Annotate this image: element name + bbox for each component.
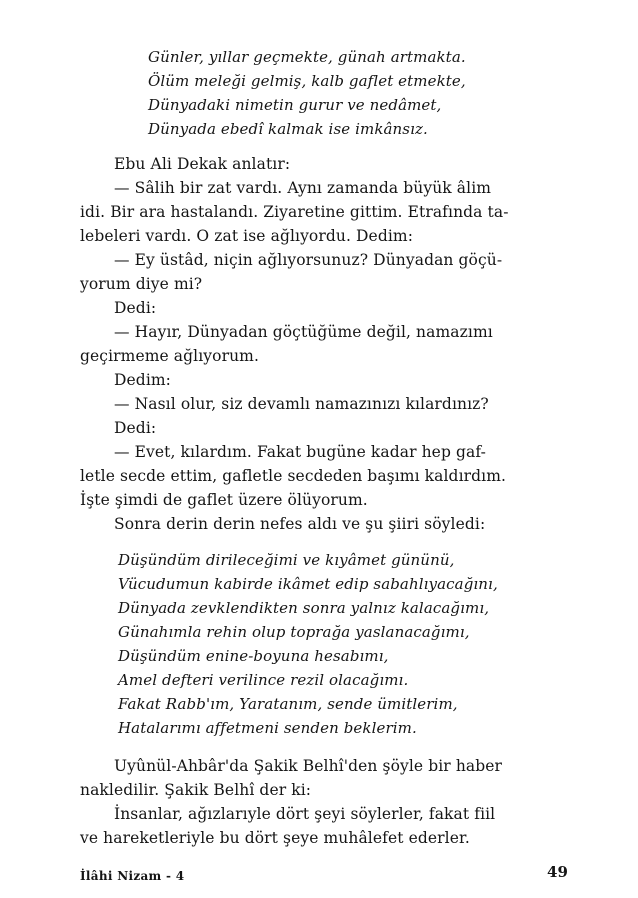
paragraph-line: İşte şimdi de gaflet üzere ölüyorum.	[80, 491, 368, 509]
poem2-line: Düşündüm dirileceğimi ve kıyâmet gününü,	[118, 551, 455, 569]
page-number: 49	[547, 863, 569, 881]
poem1-line: Ölüm meleği gelmiş, kalb gaflet etmekte,	[148, 72, 466, 90]
paragraph-line: yorum diye mi?	[80, 275, 203, 293]
paragraph-line: Ebu Ali Dekak anlatır:	[114, 155, 291, 173]
paragraph-line: geçirmeme ağlıyorum.	[80, 347, 259, 365]
poem2-line: Hatalarımı affetmeni senden beklerim.	[118, 719, 417, 737]
poem2-line: Vücudumun kabirde ikâmet edip sabahlıyacağını,	[118, 575, 498, 593]
paragraph-line: Dedi:	[114, 299, 157, 317]
paragraph-line: — Nasıl olur, siz devamlı namazınızı kılardınız?	[114, 395, 489, 413]
paragraph-line: ve hareketleriyle bu dört şeye muhâlefet ederler.	[80, 829, 470, 847]
paragraph-line: — Hayır, Dünyadan göçtüğüme değil, namazımı	[114, 323, 493, 341]
paragraph-line: Sonra derin derin nefes aldı ve şu şiiri söyledi:	[114, 515, 486, 533]
poem2-line: Günahımla rehin olup toprağa yaslanacağımı,	[118, 623, 470, 641]
paragraph-line: — Sâlih bir zat vardı. Aynı zamanda büyük âlim	[114, 179, 492, 197]
paragraph-line: nakledilir. Şakik Belhî der ki:	[80, 781, 312, 799]
paragraph-line: Dedim:	[114, 371, 171, 389]
paragraph-line: idi. Bir ara hastalandı. Ziyaretine gittim. Etrafında ta-	[80, 203, 509, 221]
paragraph-line: — Evet, kılardım. Fakat bugüne kadar hep gaf-	[114, 443, 486, 461]
paragraph-line: lebeleri vardı. O zat ise ağlıyordu. Dedim:	[80, 227, 414, 245]
poem1-line: Dünyada ebedî kalmak ise imkânsız.	[148, 120, 428, 138]
poem1-line: Günler, yıllar geçmekte, günah artmakta.	[148, 48, 466, 66]
poem2-line: Düşündüm enine-boyuna hesabımı,	[118, 647, 389, 665]
paragraph-line: letle secde ettim, gafletle secdeden başımı kaldırdım.	[80, 467, 507, 485]
paragraph-line: Dedi:	[114, 419, 157, 437]
poem2-line: Dünyada zevklendikten sonra yalnız kalacağımı,	[118, 599, 490, 617]
poem2-line: Fakat Rabb'ım, Yaratanım, sende ümitlerim,	[118, 695, 458, 713]
poem1-line: Dünyadaki nimetin gurur ve nedâmet,	[148, 96, 442, 114]
paragraph-line: Uyûnül-Ahbâr'da Şakik Belhî'den şöyle bir haber	[114, 757, 503, 775]
poem2-line: Amel defteri verilince rezil olacağımı.	[118, 671, 409, 689]
footer-book-title: İlâhi Nizam - 4	[80, 869, 185, 883]
paragraph-line: — Ey üstâd, niçin ağlıyorsunuz? Dünyadan göçü-	[114, 251, 503, 269]
paragraph-line: İnsanlar, ağızlarıyle dört şeyi söylerler, fakat fiil	[114, 805, 496, 823]
